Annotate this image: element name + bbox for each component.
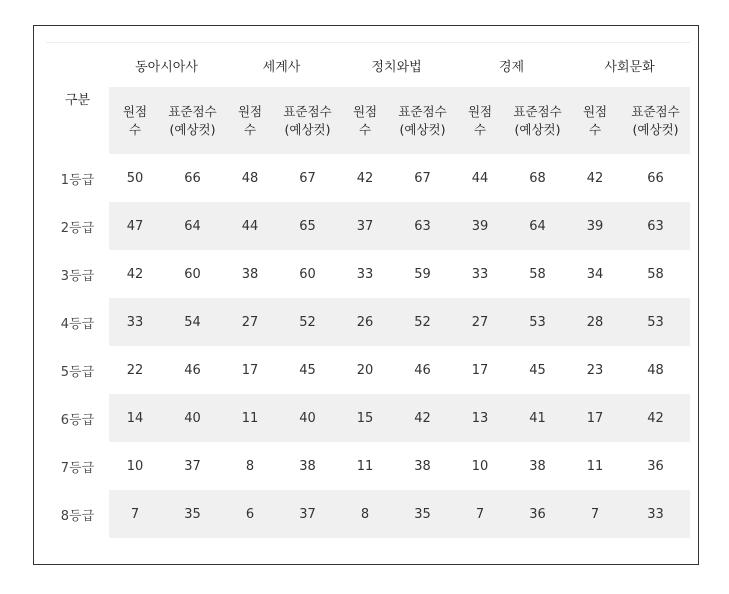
raw-score-cell: 27 (224, 298, 276, 346)
standard-score-header-line: 표준점수 (631, 103, 680, 119)
standard-score-cell: 68 (529, 170, 546, 186)
raw-score-cell: 23 (586, 362, 604, 378)
raw-score-cell: 47 (109, 202, 161, 250)
standard-score-header-line: (예상컷) (399, 121, 446, 137)
table-row (46, 250, 690, 298)
standard-score-cell: 53 (621, 298, 690, 346)
raw-score-header-line: 수 (243, 121, 257, 137)
standard-score-cell: 42 (621, 394, 690, 442)
raw-score-cell: 10 (471, 458, 489, 474)
raw-score-cell: 50 (126, 170, 144, 186)
standard-score-cell: 59 (414, 266, 431, 282)
grade-label: 6등급 (46, 394, 109, 442)
raw-score-cell: 42 (586, 170, 604, 186)
raw-score-cell: 14 (109, 394, 161, 442)
standard-score-cell: 58 (647, 266, 664, 282)
standard-score-cell: 67 (299, 170, 316, 186)
raw-score-cell: 13 (454, 394, 506, 442)
standard-score-header (506, 87, 569, 154)
standard-score-cell: 38 (299, 458, 316, 474)
sub-header-row (46, 87, 690, 154)
standard-score-cell: 40 (161, 394, 224, 442)
standard-score-header-line: (예상컷) (632, 121, 679, 137)
raw-score-cell: 15 (339, 394, 391, 442)
subject-header: 사회문화 (604, 59, 655, 75)
grade-label: 8등급 (46, 490, 109, 538)
standard-score-cell: 41 (506, 394, 569, 442)
raw-score-cell: 7 (569, 490, 621, 538)
raw-score-cell: 10 (126, 458, 144, 474)
standard-score-header-line: 표준점수 (283, 103, 332, 119)
grade-label: 1등급 (46, 154, 109, 202)
raw-score-cell: 26 (339, 298, 391, 346)
table-row (46, 394, 690, 442)
raw-score-cell: 11 (356, 458, 374, 474)
raw-score-cell: 44 (471, 170, 489, 186)
raw-score-header-line: 수 (358, 121, 372, 137)
raw-score-cell: 33 (109, 298, 161, 346)
standard-score-cell: 67 (414, 170, 431, 186)
raw-score-cell: 28 (569, 298, 621, 346)
standard-score-cell: 46 (184, 362, 201, 378)
group-header-label: 구분 (64, 93, 91, 108)
standard-score-cell: 63 (621, 202, 690, 250)
raw-score-cell: 20 (356, 362, 374, 378)
raw-score-header-line: 원점 (582, 103, 608, 119)
raw-score-header (339, 87, 391, 154)
raw-score-cell: 17 (471, 362, 489, 378)
grade-label: 4등급 (46, 298, 109, 346)
standard-score-header-line: (예상컷) (514, 121, 561, 137)
standard-score-cell: 64 (506, 202, 569, 250)
standard-score-cell: 35 (161, 490, 224, 538)
standard-score-cell: 35 (391, 490, 454, 538)
standard-score-header-line: (예상컷) (284, 121, 331, 137)
grade-label: 7등급 (46, 442, 109, 490)
raw-score-header-line: 수 (473, 121, 487, 137)
subject-header: 동아시아사 (135, 59, 198, 75)
grade-label: 3등급 (46, 250, 109, 298)
standard-score-header (621, 87, 690, 154)
subject-header: 세계사 (262, 59, 301, 75)
raw-score-cell: 27 (454, 298, 506, 346)
raw-score-cell: 17 (569, 394, 621, 442)
standard-score-header (276, 87, 339, 154)
table-row (46, 346, 690, 394)
raw-score-cell: 44 (224, 202, 276, 250)
standard-score-cell: 36 (506, 490, 569, 538)
standard-score-cell: 48 (647, 362, 664, 378)
standard-score-cell: 65 (276, 202, 339, 250)
standard-score-cell: 46 (414, 362, 431, 378)
standard-score-cell: 60 (299, 266, 316, 282)
raw-score-cell: 42 (356, 170, 374, 186)
standard-score-cell: 45 (529, 362, 546, 378)
table-row (46, 202, 690, 250)
standard-score-header-line: 표준점수 (168, 103, 217, 119)
standard-score-cell: 40 (276, 394, 339, 442)
standard-score-cell: 42 (391, 394, 454, 442)
raw-score-header (454, 87, 506, 154)
standard-score-cell: 64 (161, 202, 224, 250)
raw-score-cell: 8 (339, 490, 391, 538)
raw-score-cell: 33 (356, 266, 374, 282)
standard-score-cell: 60 (184, 266, 201, 282)
raw-score-cell: 39 (569, 202, 621, 250)
standard-score-cell: 37 (276, 490, 339, 538)
table-body (46, 154, 690, 538)
raw-score-cell: 48 (241, 170, 259, 186)
standard-score-cell: 52 (391, 298, 454, 346)
standard-score-cell: 37 (184, 458, 201, 474)
standard-score-header-line: (예상컷) (169, 121, 216, 137)
raw-score-header-line: 원점 (352, 103, 378, 119)
raw-score-cell: 17 (241, 362, 259, 378)
standard-score-cell: 63 (391, 202, 454, 250)
standard-score-cell: 45 (299, 362, 316, 378)
grade-label: 5등급 (46, 346, 109, 394)
raw-score-cell: 8 (245, 458, 255, 474)
raw-score-cell: 6 (224, 490, 276, 538)
table-row (46, 298, 690, 346)
standard-score-header-line: 표준점수 (398, 103, 447, 119)
standard-score-cell: 54 (161, 298, 224, 346)
standard-score-header-line: 표준점수 (513, 103, 562, 119)
raw-score-cell: 39 (454, 202, 506, 250)
raw-score-header-line: 원점 (467, 103, 493, 119)
standard-score-header (161, 87, 224, 154)
raw-score-header (109, 87, 161, 154)
standard-score-cell: 33 (621, 490, 690, 538)
standard-score-cell: 58 (529, 266, 546, 282)
standard-score-cell: 66 (647, 170, 664, 186)
raw-score-cell: 42 (126, 266, 144, 282)
raw-score-cell: 37 (339, 202, 391, 250)
raw-score-header (569, 87, 621, 154)
raw-score-header-line: 원점 (122, 103, 148, 119)
table-row (46, 490, 690, 538)
standard-score-cell: 53 (506, 298, 569, 346)
standard-score-cell: 66 (184, 170, 201, 186)
standard-score-header (391, 87, 454, 154)
raw-score-cell: 7 (109, 490, 161, 538)
standard-score-cell: 38 (529, 458, 546, 474)
standard-score-cell: 36 (647, 458, 664, 474)
standard-score-cell: 52 (276, 298, 339, 346)
standard-score-cell: 38 (414, 458, 431, 474)
raw-score-cell: 33 (471, 266, 489, 282)
grade-label: 2등급 (46, 202, 109, 250)
subject-header: 정치와법 (371, 59, 422, 75)
raw-score-cell: 7 (454, 490, 506, 538)
raw-score-header-line: 수 (128, 121, 142, 137)
table-row (46, 442, 690, 490)
table-row (46, 154, 690, 202)
raw-score-cell: 11 (224, 394, 276, 442)
raw-score-cell: 22 (126, 362, 144, 378)
raw-score-cell: 34 (586, 266, 604, 282)
raw-score-cell: 38 (241, 266, 259, 282)
subject-header: 경제 (498, 59, 525, 75)
raw-score-header-line: 원점 (237, 103, 263, 119)
group-header (46, 43, 109, 154)
raw-score-header-line: 수 (588, 121, 602, 137)
raw-score-cell: 11 (586, 458, 604, 474)
grade-cut-table (46, 43, 690, 538)
raw-score-header (224, 87, 276, 154)
